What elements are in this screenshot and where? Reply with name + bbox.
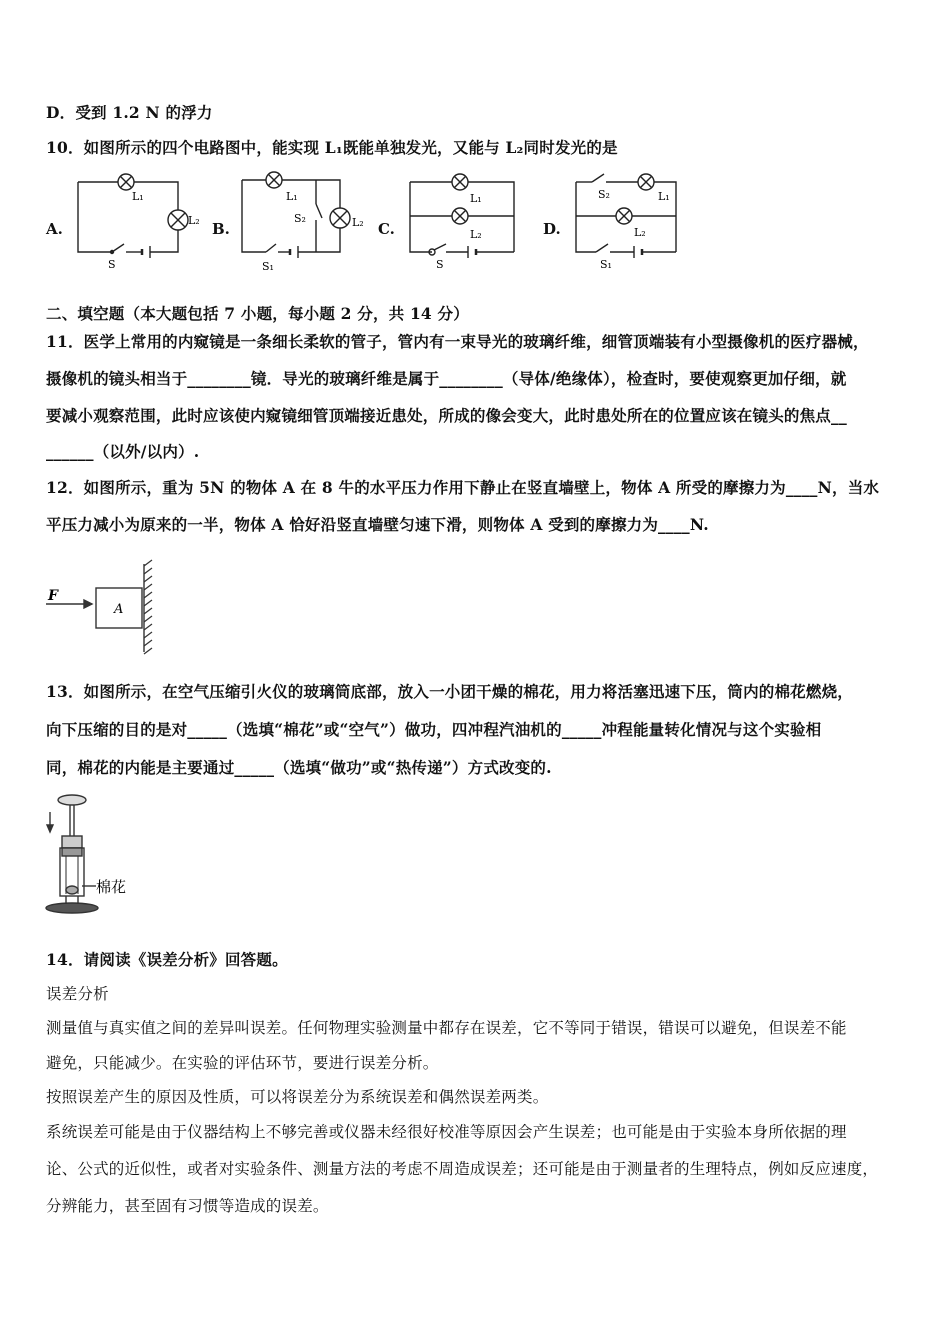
q13-line-2: 向下压缩的目的是对_____（选填“棉花”或“空气”）做功，四冲程汽油机的_____冲程能量转化情况与这个实验相 xyxy=(46,720,822,739)
q14-paragraph-line-5: 论、公式的近似性，或者对实验条件、测量方法的考虑不周造成误差；还可能是由于测量者的生理特点，例如反应速度， xyxy=(46,1160,879,1178)
circuit-c-l2-label: L₂ xyxy=(470,228,482,241)
circuit-d-diagram xyxy=(568,170,698,274)
q10-option-d-label: D. xyxy=(543,220,561,238)
q11-line-2: 摄像机的镜头相当于________镜．导光的玻璃纤维是属于________（导体/绝缘体），检查时，要使观察更加仔细，就 xyxy=(46,369,847,388)
circuit-b-s1-label: S₁ xyxy=(262,260,274,273)
circuit-a-diagram xyxy=(70,172,210,272)
q12-wall-block-figure xyxy=(44,558,164,658)
circuit-d-s2-label: S₂ xyxy=(598,188,610,201)
q13-line-3: 同，棉花的内能是主要通过_____（选填“做功”或“热传递”）方式改变的. xyxy=(46,758,552,777)
section-2-heading: 二、填空题（本大题包括 7 小题，每小题 2 分，共 14 分） xyxy=(46,304,469,323)
circuit-a-s-label: S xyxy=(108,258,116,271)
q14-paragraph-line-3: 按照误差产生的原因及性质，可以将误差分为系统误差和偶然误差两类。 xyxy=(46,1088,549,1106)
q12-force-label: F xyxy=(48,588,58,604)
circuit-d-l2-label: L₂ xyxy=(634,226,646,239)
q14-article-title: 误差分析 xyxy=(46,985,109,1003)
q12-line-2: 平压力减小为原来的一半，物体 A 恰好沿竖直墙壁匀速下滑，则物体 A 受到的摩擦力为____N. xyxy=(46,515,709,534)
circuit-a-l1-label: L₁ xyxy=(132,190,144,203)
circuit-a-l2-label: L₂ xyxy=(188,214,200,227)
q11-line-4: ______（以外/以内）. xyxy=(46,442,200,461)
q11-line-3: 要减小观察范围，此时应该使内窥镜细管顶端接近患处，所成的像会变大，此时患处所在的位置应该在镜头的焦点__ xyxy=(46,406,847,425)
circuit-d-s1-label: S₁ xyxy=(600,258,612,271)
q14-paragraph-line-4: 系统误差可能是由于仪器结构上不够完善或仪器未经很好校准等原因会产生误差；也可能是由于实验本身所依据的理 xyxy=(46,1123,847,1141)
q14-paragraph-line-6: 分辨能力，甚至固有习惯等造成的误差。 xyxy=(46,1197,329,1215)
q13-fire-piston-figure xyxy=(38,792,148,922)
q11-line-1: 11．医学上常用的内窥镜是一条细长柔软的管子，管内有一束导光的玻璃纤维，细管顶端装有小型摄像机的医疗器械， xyxy=(46,332,869,351)
circuit-d-l1-label: L₁ xyxy=(658,190,670,203)
circuit-c-diagram xyxy=(402,170,532,274)
circuit-b-s2-label: S₂ xyxy=(294,212,306,225)
circuit-b-diagram xyxy=(236,170,376,274)
circuit-c-s-label: S xyxy=(436,258,444,271)
q10-option-a-label: A. xyxy=(46,220,63,238)
q12-block-label: A xyxy=(114,602,124,617)
q14-paragraph-line-1: 测量值与真实值之间的差异叫误差。任何物理实验测量中都存在误差，它不等同于错误，错误可以避免，但误差不能 xyxy=(46,1019,847,1037)
q9-option-d: D．受到 1.2 N 的浮力 xyxy=(46,103,213,122)
q13-cotton-label: 棉花 xyxy=(96,878,127,896)
q10-option-b-label: B. xyxy=(212,220,230,238)
q14-paragraph-line-2: 避免，只能减少。在实验的评估环节，要进行误差分析。 xyxy=(46,1054,439,1072)
circuit-b-l2-label: L₂ xyxy=(352,216,364,229)
q13-line-1: 13．如图所示，在空气压缩引火仪的玻璃筒底部，放入一小团干燥的棉花，用力将活塞迅速下压，筒内的棉花燃烧， xyxy=(46,682,853,701)
q12-line-1: 12．如图所示，重为 5N 的物体 A 在 8 牛的水平压力作用下静止在竖直墙壁上，物体 A 所受的摩擦力为____N，当水 xyxy=(46,478,880,497)
circuit-c-l1-label: L₁ xyxy=(470,192,482,205)
q10-stem: 10．如图所示的四个电路图中，能实现 L₁既能单独发光，又能与 L₂同时发光的是 xyxy=(46,138,618,157)
q14-stem: 14．请阅读《误差分析》回答题。 xyxy=(46,950,288,969)
circuit-b-l1-label: L₁ xyxy=(286,190,298,203)
q10-option-c-label: C. xyxy=(378,220,395,238)
